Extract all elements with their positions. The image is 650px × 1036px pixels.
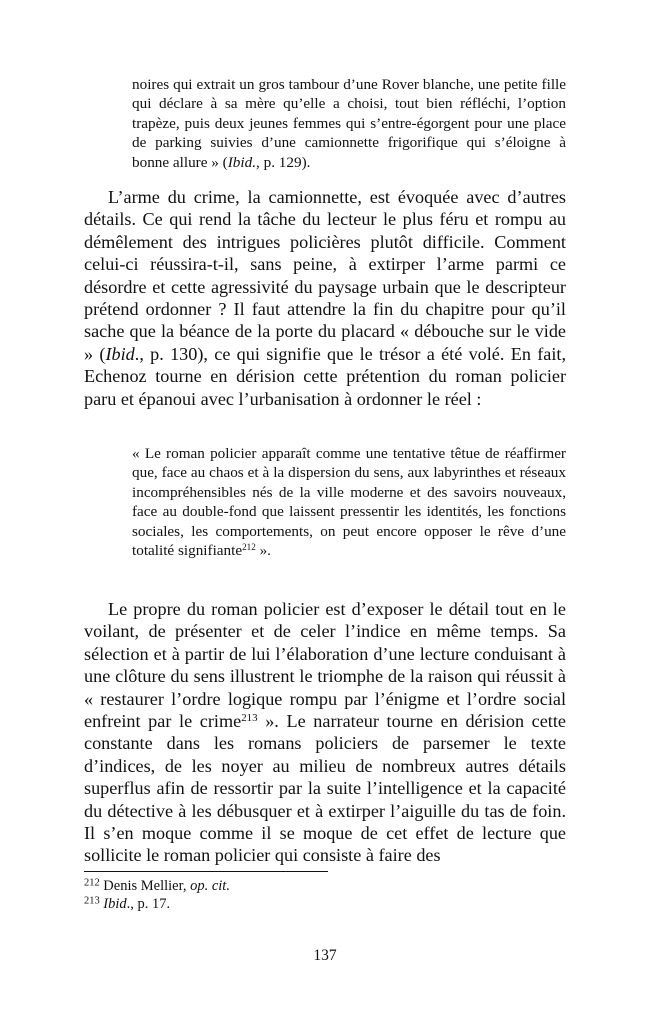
citation-page: , p. 129). [256, 153, 311, 171]
block-quote-1 [132, 75, 566, 172]
footnote-number: 213 [84, 895, 100, 907]
footnote-separator [84, 871, 328, 872]
citation-ibid: Ibid. [227, 153, 256, 171]
quote-end: ». [255, 542, 271, 560]
paragraph-text: ». Le narrateur tourne en dérision cette constante dans les romans policiers de parsemer le texte d’indices, de les noyer au milieu de nombreux autres détails superflus afin de ressortir par la suite l’intelligence et la capacité du détective à les débusquer et à extirper l’aiguille du tas de foin. Il s’en moque comme il se moque de cet effet de lecture que sollicite le roman policier qui consiste à faire des [84, 711, 566, 866]
paragraph-2 [84, 598, 566, 867]
footnote-213 [84, 895, 230, 913]
quote-text: noires qui extrait un gros tambour d’une Rover blanche, une petite fille qui déclare à sa mère qu’elle a choisi, tout bien réfléchi, l’option trapèze, puis deux jeunes femmes qui s’entre-égorgent pour une place de parking suivies d’une camionnette frigorifique qui s’éloigne à bonne allure » ( [132, 76, 566, 171]
block-quote-2 [132, 444, 566, 560]
footnote-ref-213[interactable]: 213 [241, 712, 258, 725]
footnote-italic: op. cit. [190, 878, 230, 894]
paragraph-1 [84, 186, 566, 410]
footnote-212 [84, 877, 230, 895]
page-number: 137 [313, 947, 337, 964]
footnotes [84, 877, 230, 913]
quote-text: « Le roman policier apparaît comme une tentative têtue de réaffirmer que, face au chaos et à la dispersion du sens, aux labyrinthes et réseaux incompréhensibles nés de la ville moderne et des savoirs nouveaux, face au double-fond que laissent pressentir les identités, les fonctions sociales, les comportements, on peut encore opposer le rêve d’une totalité signifiante [132, 445, 566, 560]
paragraph-text: Le propre du roman policier est d’exposer le détail tout en le voilant, de présenter et de celer l’indice en même temps. Sa sélection et à partir de lui l’élaboration d’une lecture conduisant à une clôture du sens illustrent le triomphe de la raison qui réussit à « restaurer l’ordre logique rompu par l’énigme et l’ordre social enfreint par le crime [84, 599, 566, 732]
footnote-text: Denis Mellier, [99, 878, 191, 894]
paragraph-text: ., p. 130), ce qui signifie que le trésor a été volé. En fait, Echenoz tourne en dérision cette prétention du roman policier paru et épanoui avec l’urbanisation à ordonner le réel : [84, 343, 566, 409]
footnote-number: 212 [84, 877, 100, 889]
paragraph-text: L’arme du crime, la camionnette, est évoquée avec d’autres détails. Ce qui rend la tâche du lecteur le plus féru et rompu au démêlement des intrigues policières plutôt difficile. Comment celui-ci réussira-t-il, sans peine, à extirper l’arme parmi ce désordre et cette agressivité du paysage urbain que le descripteur prétend ordonner ? Il faut attendre la fin du chapitre pour qu’il sache que la béance de la porte du placard « débouche sur le vide » ( [84, 187, 566, 364]
footnote-italic: Ibid [103, 896, 127, 912]
footnote-ref-212[interactable]: 212 [242, 542, 256, 553]
citation-ibid: Ibid [105, 343, 135, 364]
footnote-text: ., p. 17. [126, 896, 171, 912]
